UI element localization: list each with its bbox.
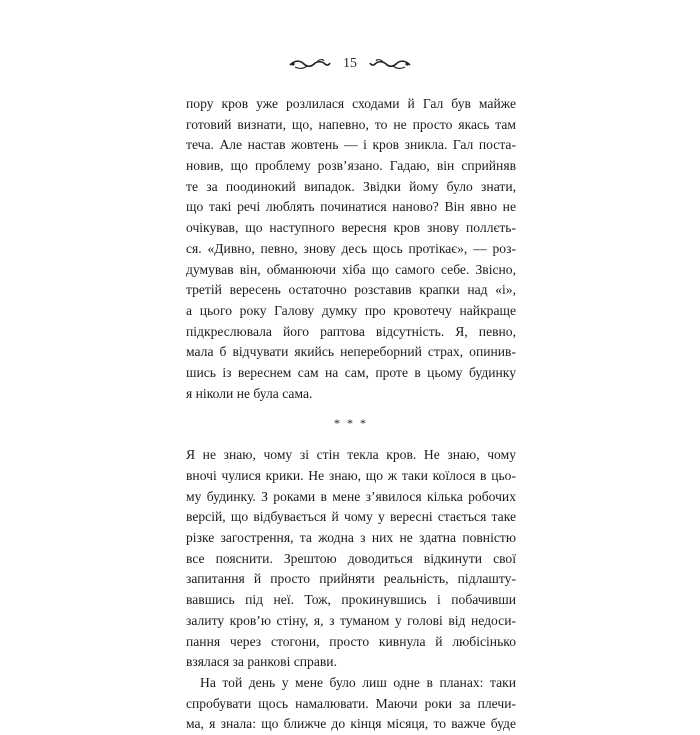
- text-line: Я не знаю, чому зі стін текла кров. Не знаю, чому: [186, 447, 516, 463]
- text-line: му будинку. З роками в мене з’явилося кілька робочих: [186, 488, 516, 504]
- page-number: 15: [343, 56, 357, 71]
- text-line: пання через стогони, просто кивнула й любісінько: [186, 633, 516, 649]
- text-line: залиту кров’ю стіну, я, з туманом у голові від недоси-: [186, 612, 516, 628]
- text-line: я ніколи не була сама.: [186, 385, 313, 401]
- text-line: шись із вереснем сам на сам, проте в цьому будинку: [186, 364, 516, 380]
- text-line: новив, що проблему розв’язано. Гадаю, він сприйняв: [186, 158, 516, 174]
- text-line: вночі чулися крики. Не знаю, що ж таки коїлося в цьо-: [186, 468, 516, 483]
- right-flourish-icon: [369, 58, 411, 70]
- text-line: ма, я знала: що ближче до кінця місяця, то важче буде: [186, 716, 516, 732]
- text-line: різке загострення, та жодна з них не здатна повністю: [186, 530, 516, 546]
- text-line: підкреслювала його раптова відсутність. Я, певно,: [186, 323, 516, 339]
- text-line: версій, що відбувається й чому у вересні стається таке: [186, 509, 516, 525]
- left-flourish-icon: [289, 58, 331, 70]
- text-line: спробувати щось намалювати. Маючи роки за плечи-: [186, 695, 516, 711]
- text-line: очікував, що наступного вересня кров знову поллєть-: [186, 220, 516, 236]
- text-line: запитання й просто прийняти реальність, підлашту-: [186, 571, 516, 587]
- text-line: а цього року Галову думку про кровотечу найкраще: [186, 302, 516, 318]
- text-line: готовий визнати, що, напевно, то не просто якась там: [186, 116, 516, 132]
- text-line: мала б відчувати якийсь непереборний страх, опинив-: [186, 344, 516, 360]
- paragraph-3: [186, 673, 516, 735]
- text-line: що такі речі люблять починатися наново? Він явно не: [186, 199, 516, 215]
- text-line: На той день у мене було лиш одне в планах: таки: [200, 674, 516, 690]
- paragraph-1: [186, 94, 516, 404]
- text-line: пору кров уже розлилася сходами й Гал був майже: [186, 96, 516, 111]
- section-break: * * *: [334, 416, 368, 431]
- body-text: [186, 94, 516, 735]
- text-line: вавшись під неї. Тож, прокинувшись і побачивши: [186, 592, 516, 608]
- text-line: теча. Але настав жовтень — і кров зникла. Гал поста-: [186, 137, 516, 153]
- paragraph-2: [186, 445, 516, 673]
- text-line: думував він, обманюючи хіба що самого себе. Звісно,: [186, 261, 516, 277]
- text-line: ся. «Дивно, певно, знову десь щось протікає», — роз-: [186, 240, 516, 256]
- text-line: третій вересень остаточно розставив крапки над «і»,: [186, 282, 516, 298]
- text-line: все пояснити. Зрештою доводиться відкинути свої: [186, 550, 516, 566]
- text-line: те за поодинокий випадок. Звідки йому було знати,: [186, 178, 516, 194]
- running-head: [0, 54, 700, 74]
- text-line: взялася за ранкові справи.: [186, 654, 337, 670]
